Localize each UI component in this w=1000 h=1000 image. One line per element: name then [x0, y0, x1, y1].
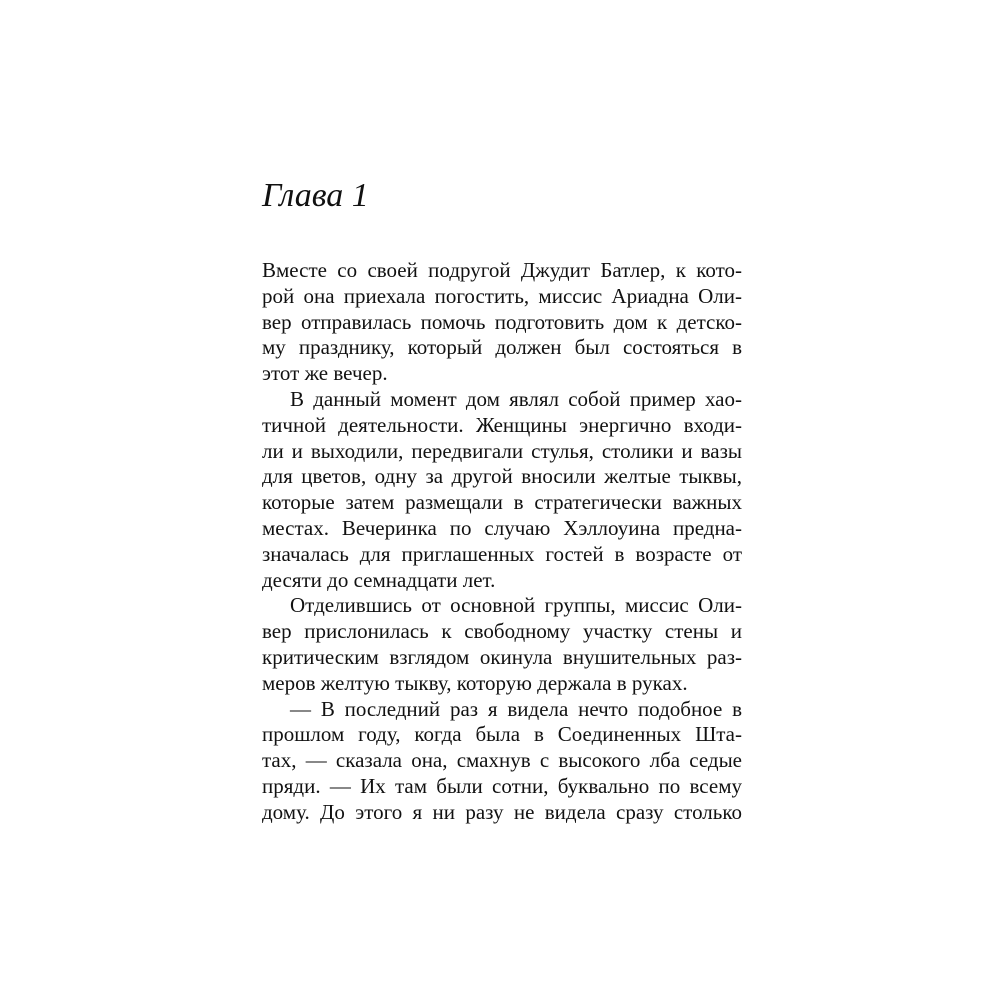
- text-line: прошлом году, когда была в Соединенных Шта-: [262, 722, 742, 747]
- text-line: — В последний раз я видела нечто подобное в: [290, 696, 742, 721]
- paragraph: [262, 387, 742, 593]
- text-line: тах, — сказала она, смахнув с высокого лба седые: [262, 748, 742, 773]
- text-line: В данный момент дом являл собой пример хао-: [290, 386, 742, 411]
- text-line: которые затем размещали в стратегически важных: [262, 490, 742, 515]
- text-line: десяти до семнадцати лет.: [262, 567, 496, 592]
- text-line: му празднику, который должен был состояться в: [262, 335, 742, 360]
- paragraph: [262, 258, 742, 387]
- text-line: вер прислонилась к свободному участку стены и: [262, 619, 742, 644]
- text-line: меров желтую тыкву, которую держала в руках.: [262, 670, 688, 695]
- text-line: ли и выходили, передвигали стулья, столики и вазы: [262, 438, 742, 463]
- body-text: [262, 258, 742, 826]
- text-line: дому. До этого я ни разу не видела сразу столько: [262, 799, 742, 824]
- text-line: пряди. — Их там были сотни, буквально по всему: [262, 773, 742, 798]
- text-line: местах. Вечеринка по случаю Хэллоуина предна-: [262, 515, 742, 540]
- text-line: рой она приехала погостить, миссис Ариадна Оли-: [262, 283, 742, 308]
- paragraph: [262, 697, 742, 826]
- text-line: Вместе со своей подругой Джудит Батлер, к кото-: [262, 258, 742, 282]
- text-line: тичной деятельности. Женщины энергично входи-: [262, 412, 742, 437]
- paragraph: [262, 593, 742, 696]
- text-line: для цветов, одну за другой вносили желтые тыквы,: [262, 464, 742, 489]
- chapter-title: Глава 1: [262, 177, 369, 214]
- text-line: Отделившись от основной группы, миссис Оли-: [290, 593, 742, 618]
- text-line: критическим взглядом окинула внушительных раз-: [262, 644, 742, 669]
- text-line: вер отправилась помочь подготовить дом к детско-: [262, 309, 742, 334]
- text-line: этот же вечер.: [262, 361, 388, 386]
- text-line: значалась для приглашенных гостей в возрасте от: [262, 541, 742, 566]
